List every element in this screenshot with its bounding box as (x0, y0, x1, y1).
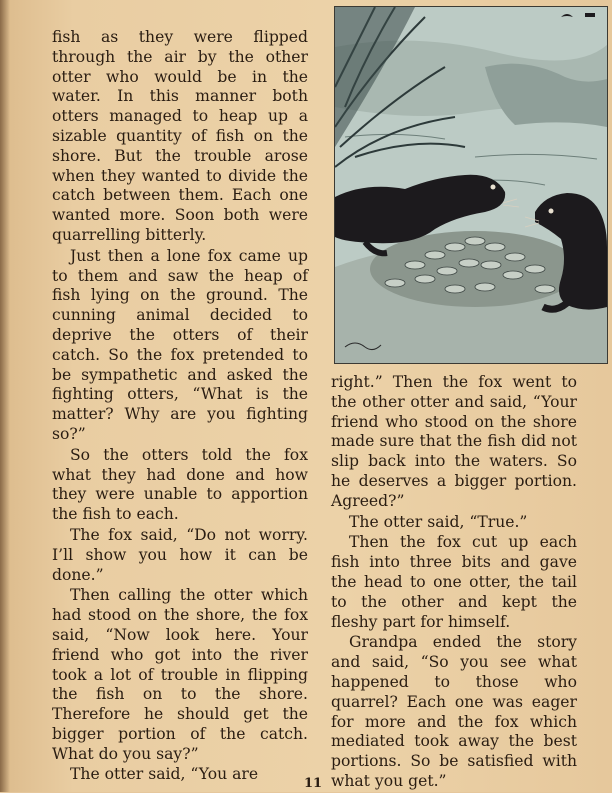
paragraph: right.” Then the fox went to the other otter and said, “Your friend who stood on the shore made sure that the fish did not slip back into the waters. So he deserves a bigger portion. Agreed?” (331, 373, 577, 510)
paragraph: The otter said, “You are (70, 765, 259, 784)
paragraph: Then the fox cut up each fish into three bits and gave the head to one otter, the tail to the other and kept the fleshy part for himself. (331, 533, 577, 631)
paragraph: Grandpa ended the story and said, “So you see what happened to those who quarrel? Each one was eager for more and the fox which mediated took away the best portions. So be satisfied with what you get.” (331, 633, 577, 790)
page-number: 11 (304, 776, 323, 791)
paragraph: fish as they were flipped through the air by the other otter who would be in the water. In this manner both otters managed to heap up a sizable quantity of fish on the shore. But the trouble arose when they wanted to divide the catch between them. Each one wanted more. Soon both were quarrelling bitterly. (52, 28, 308, 244)
left-text-column (52, 28, 308, 786)
right-text-column (331, 373, 577, 793)
page-edge-shadow (0, 0, 10, 792)
paragraph: Just then a lone fox came up to them and saw the heap of fish lying on the ground. The cunning animal decided to deprive the otters of their catch. So the fox pretended to be sympathetic and asked the fighting otters, “What is the matter? Why are you fighting so?” (52, 246, 308, 443)
paragraph: The otter said, “True.” (349, 512, 528, 531)
paragraph: The fox said, “Do not worry. I’ll show you how it can be done.” (52, 525, 308, 584)
otters-with-fish-illustration (334, 6, 608, 364)
paragraph: Then calling the otter which had stood on the shore, the fox said, “Now look here. Your friend who got into the river took a lot of trouble in flipping the fish on to the shore. Therefore he should get the bigger portion of the catch. What do you say?” (52, 586, 308, 763)
paragraph: So the otters told the fox what they had done and how they were unable to apportion the fish to each. (52, 445, 308, 524)
illustration-drawing (335, 7, 607, 363)
